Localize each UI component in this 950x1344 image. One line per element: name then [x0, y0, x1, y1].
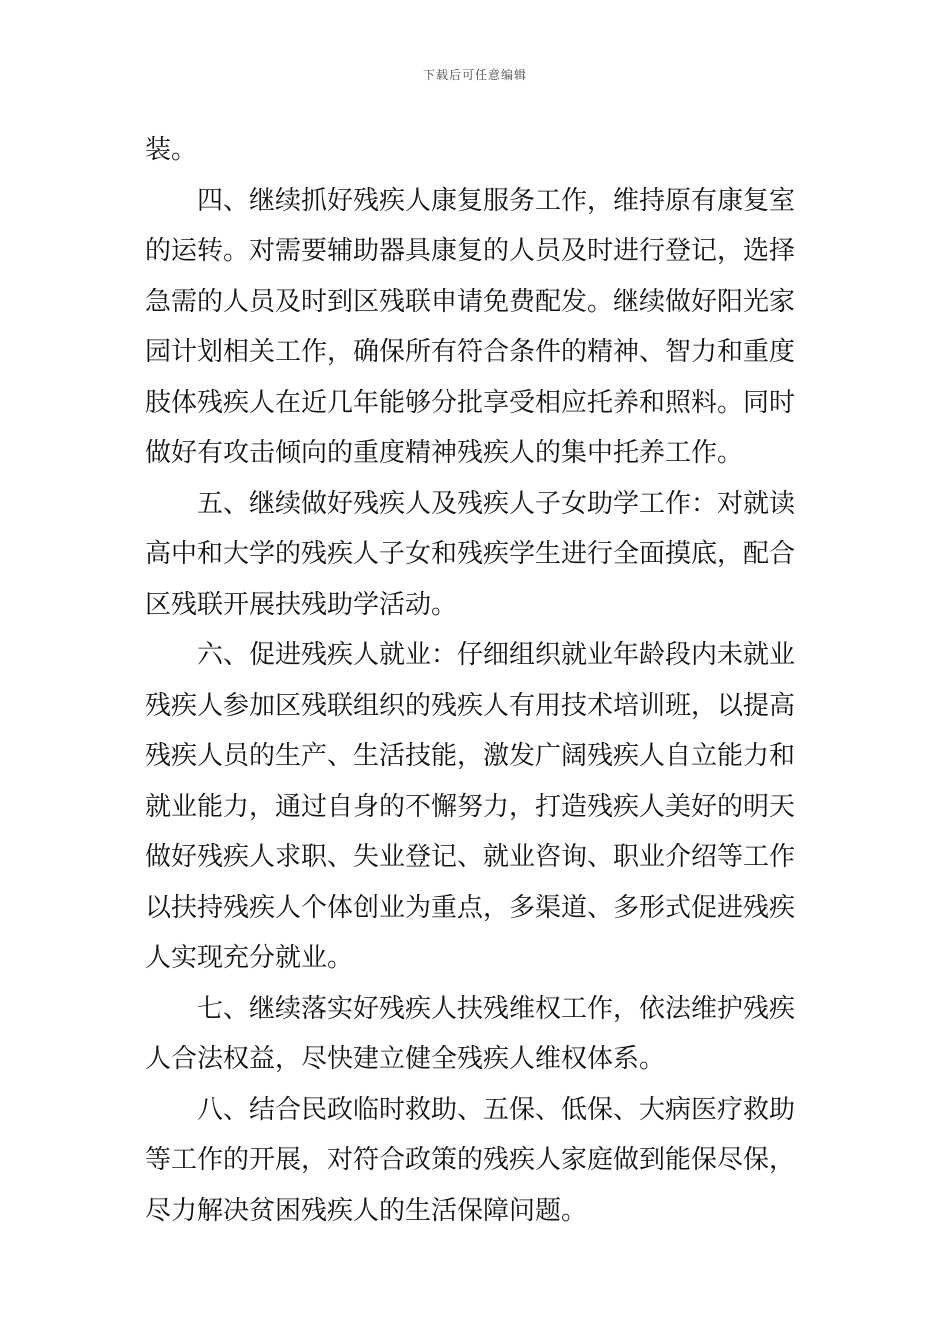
paragraph-5-start: 五、继续做好残疾人及残疾人子女助学工作：对就读: [197, 488, 796, 519]
text-line: 做好残疾人求职、失业登记、就业咨询、职业介绍等工作: [145, 842, 796, 872]
paragraph-8-start: 八、结合民政临时救助、五保、低保、大病医疗救助: [197, 1094, 796, 1125]
text-line: 以扶持残疾人个体创业为重点，多渠道、多形式促进残疾: [145, 892, 796, 923]
text-line: 做好有攻击倾向的重度精神残疾人的集中托养工作。: [145, 438, 744, 468]
text-line: 人实现充分就业。: [145, 943, 354, 973]
text-line: 急需的人员及时到区残联申请免费配发。继续做好阳光家: [145, 286, 796, 317]
paragraph-7-start: 七、继续落实好残疾人扶残维权工作，依法维护残疾: [197, 993, 796, 1024]
paragraph-4-start: 四、继续抓好残疾人康复服务工作，维持原有康复室: [197, 185, 796, 216]
text-line: 残疾人员的生产、生活技能，激发广阔残疾人自立能力和: [145, 741, 796, 771]
text-line: 肢体残疾人在近几年能够分批享受相应托养和照料。同时: [145, 387, 796, 418]
page-header: 下载后可任意编辑: [422, 68, 527, 82]
text-line: 就业能力，通过自身的不懈努力，打造残疾人美好的明天: [145, 791, 796, 822]
paragraph-6-start: 六、促进残疾人就业：仔细组织就业年龄段内未就业: [197, 640, 796, 670]
text-line: 区残联开展扶残助学活动。: [145, 589, 458, 620]
text-line: 残疾人参加区残联组织的残疾人有用技术培训班，以提高: [145, 690, 796, 721]
text-line: 等工作的开展，对符合政策的残疾人家庭做到能保尽保，: [145, 1145, 796, 1175]
text-line: 的运转。对需要辅助器具康复的人员及时进行登记，选择: [145, 236, 796, 266]
text-line: 高中和大学的残疾人子女和残疾学生进行全面摸底，配合: [145, 539, 796, 569]
text-line: 尽力解决贫困残疾人的生活保障问题。: [145, 1195, 588, 1226]
document-body: [145, 125, 810, 1236]
text-line: 装。: [145, 135, 198, 165]
text-line: 人合法权益，尽快建立健全残疾人维权体系。: [145, 1044, 666, 1074]
text-line: 园计划相关工作，确保所有符合条件的精神、智力和重度: [145, 337, 796, 367]
